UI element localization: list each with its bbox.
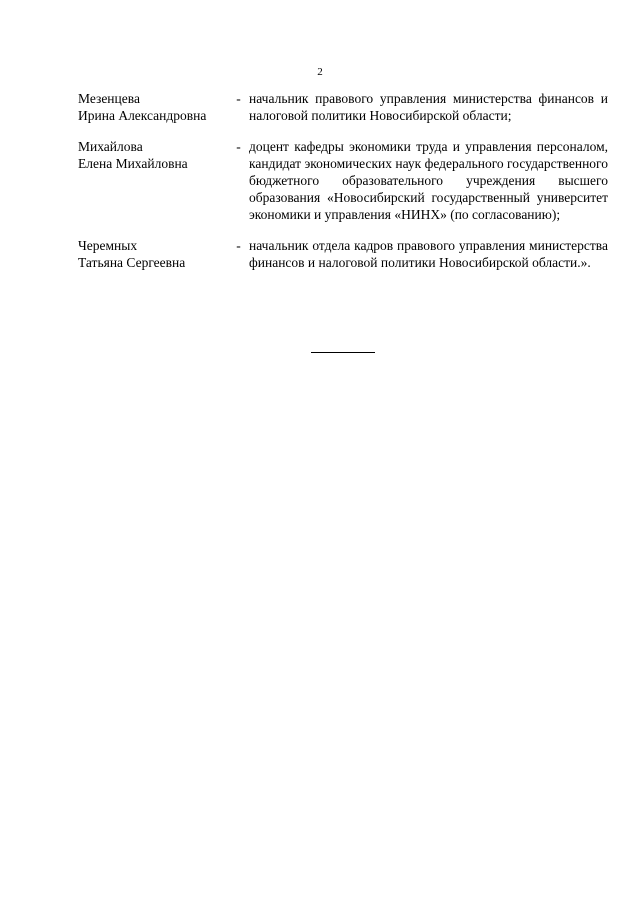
member-list bbox=[78, 90, 608, 285]
separator-dash: - bbox=[236, 238, 241, 253]
member-surname: Мезенцева bbox=[78, 91, 140, 106]
member-description: доцент кафедры экономики труда и управления персоналом, кандидат экономических наук федерального государственного бюджетного образовательного учреждения высшего образования «Новосибирский государственный университет экономики и управления «НИНХ» (по согласованию); bbox=[249, 139, 609, 222]
page-number: 2 bbox=[317, 66, 323, 78]
separator-dash: - bbox=[236, 91, 241, 106]
member-description: начальник отдела кадров правового управления министерства финансов и налоговой политики Новосибирской области.». bbox=[249, 238, 608, 270]
member-entry bbox=[78, 138, 608, 223]
member-name bbox=[78, 138, 228, 223]
member-given-names: Ирина Александровна bbox=[78, 108, 207, 123]
member-surname: Черемных bbox=[78, 238, 138, 253]
member-given-names: Елена Михайловна bbox=[78, 156, 188, 171]
member-surname: Михайлова bbox=[78, 139, 143, 154]
member-entry bbox=[78, 90, 608, 124]
member-given-names: Татьяна Сергеевна bbox=[78, 255, 186, 270]
separator-dash: - bbox=[236, 139, 241, 154]
member-name bbox=[78, 237, 228, 271]
member-description: начальник правового управления министерства финансов и налоговой политики Новосибирской области; bbox=[249, 91, 608, 123]
member-name bbox=[78, 90, 228, 124]
end-of-document-line bbox=[311, 352, 375, 353]
member-entry bbox=[78, 237, 608, 271]
